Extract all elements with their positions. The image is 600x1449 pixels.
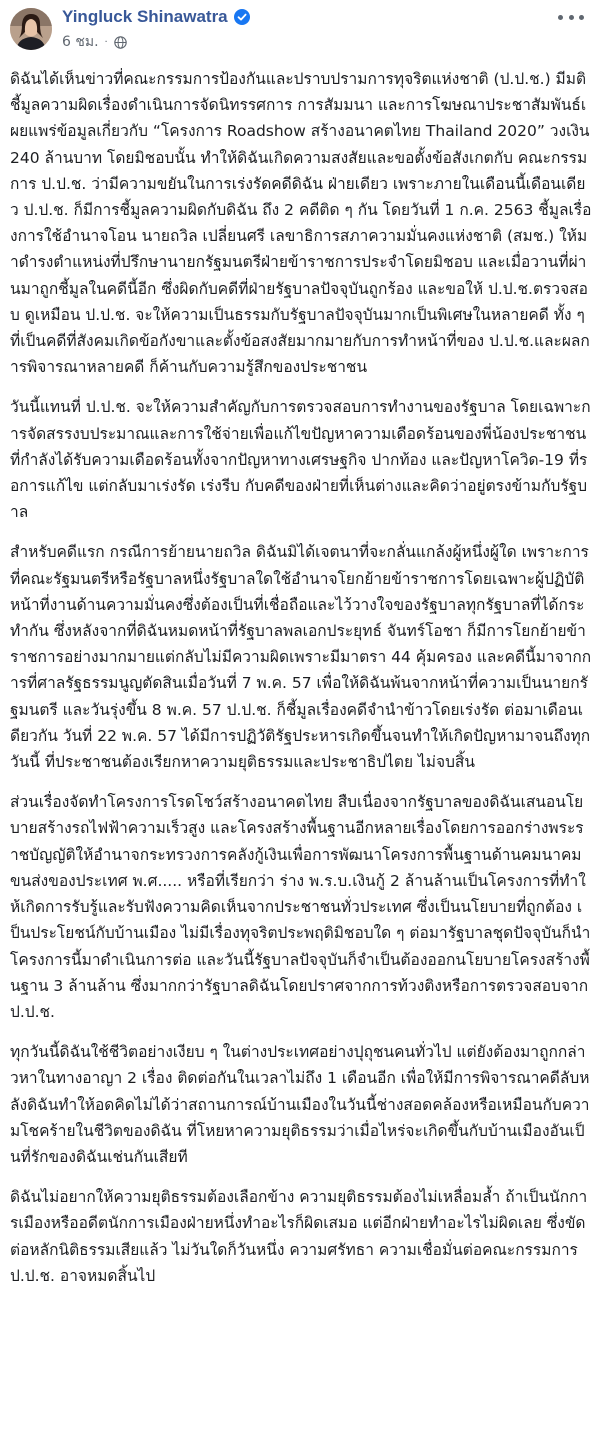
profile-avatar[interactable] xyxy=(10,8,52,50)
more-dot xyxy=(569,15,574,20)
post-paragraph: ดิฉันไม่อยากให้ความยุติธรรมต้องเลือกข้าง ความยุติธรรมต้องไม่เหลื่อมล้ำ ถ้าเป็นนักการเมืองหรืออดีตนักการเมืองฝ่ายหนึ่งทำอะไรก็ผิดเสมอ แต่อีกฝ่ายทำอะไรไม่ผิดเลย ซึ่งขัดต่อหลักนิติธรรมเสียแล้ว ไม่วันใดก็วันหนึ่ง ความศรัทธา ความเชื่อมั่นต่อคณะกรรมการ ป.ป.ช. อาจหมดสิ้นไป xyxy=(10,1188,588,1285)
post-meta xyxy=(62,32,127,52)
avatar-photo xyxy=(10,8,52,50)
post-paragraph: ดิฉันได้เห็นข่าวที่คณะกรรมการป้องกันและปราบปรามการทุจริตแห่งชาติ (ป.ป.ช.) มีมติชี้มูลความผิดเรื่องดำเนินการจัดนิทรรศการ การสัมมนา และการโฆษณาประชาสัมพันธ์เผยแพร่ข้อมูลเกี่ยวกับ “โครงการ Roadshow สร้างอนาคตไทย Thailand 2020” วงเงิน 240 ล้านบาท โดยมิชอบนั้น ทำให้ดิฉันเกิดความสงสัยและขอตั้งข้อสังเกตกับ คณะกรรมการ ป.ป.ช. ว่ามีความขยันในการเร่งรัดคดีดิฉัน ฝ่ายเดียว เพราะภายในเดือนนี้เดือนเดียว ป.ป.ช. ก็มีการชี้มูลความผิดกับดิฉัน ถึง 2 คดีติด ๆ กัน โดยวันที่ 1 ก.ค. 2563 ชี้มูลเรื่องการใช้อำนาจโอน นายถวิล เปลี่ยนศรี เลขาธิการสภาความมั่นคงแห่งชาติ (สมช.) ให้มาดำรงตำแหน่งที่ปรึกษานายกรัฐมนตรีฝ่ายข้าราชการประจำโดยมิชอบ และเมื่อวานที่ผ่านมาถูกชี้มูลในคดีนี้อีก ซึ่งผิดกับคดีที่ฝ่ายรัฐบาลปัจจุบันถูกร้อง และขอให้ ป.ป.ช.ตรวจสอบ ดูเหมือน ป.ป.ช. จะให้ความเป็นธรรมกับรัฐบาลปัจจุบันมากเป็นพิเศษในหลายคดี ทั้ง ๆ ที่เป็นคดีที่สังคมเกิดข้อกังขาและตั้งข้อสงสัยมากมายกับการทำหน้าที่ของ ป.ป.ช.และผลการพิจารณาหลายคดี ก็ค้านกับความรู้สึกของประชาชน xyxy=(10,70,592,377)
post-timestamp[interactable]: 6 ชม. xyxy=(62,34,99,50)
post-paragraph: ส่วนเรื่องจัดทำโครงการโรดโชว์สร้างอนาคตไทย สืบเนื่องจากรัฐบาลของดิฉันเสนอนโยบายสร้างรถไฟฟ้าความเร็วสูง และโครงสร้างพื้นฐานอีกหลายเรื่องโดยการออกร่างพระราชบัญญัติให้อำนาจกระทรวงการคลังกู้เงินเพื่อการพัฒนาโครงการพื้นฐานด้านคมนาคมขนส่งของประเทศ พ.ศ..... หรือที่เรียกว่า ร่าง พ.ร.บ.เงินกู้ 2 ล้านล้านเป็นโครงการที่ทำให้เกิดการรับรู้และรับฟังความคิดเห็นจากประชาชนทั่วประเทศ ซึ่งเป็นนโยบายที่ถูกต้อง เป็นประโยชน์กับบ้านเมือง ไม่มีเรื่องทุจริตประพฤติมิชอบใด ๆ ต่อมารัฐบาลชุดปัจจุบันก็นำโครงการนี้มาดำเนินการต่อ และวันนี้รัฐบาลปัจจุบันก็จำเป็นต้องออกนโยบายโครงสร้างพื้นฐาน 3 ล้านล้าน ซึ่งมากกว่ารัฐบาลดิฉันโดยปราศจากการท้วงติงหรือการตรวจสอบจาก ป.ป.ช. xyxy=(10,793,591,1021)
globe-icon[interactable] xyxy=(114,36,127,49)
post-header xyxy=(0,0,600,62)
verified-badge-icon xyxy=(234,9,250,25)
more-options-icon[interactable] xyxy=(558,10,584,24)
post-paragraph: ทุกวันนี้ดิฉันใช้ชีวิตอย่างเงียบ ๆ ในต่างประเทศอย่างปุถุชนคนทั่วไป แต่ยังต้องมาถูกกล่าวหาในทางอาญา 2 เรื่อง ติดต่อกันในเวลาไม่ถึง 1 เดือนอีก เพื่อให้มีการพิจารณาคดีลับหลังดิฉันทำให้อดคิดไม่ได้ว่าสถานการณ์บ้านเมืองในวันนี้ช่างสอดคล้องหรือเหมือนกับความโชคร้ายในชีวิตของดิฉัน ที่โหยหาความยุติธรรมว่าเมื่อไหร่จะเกิดขึ้นกับบ้านเมืองอันเป็นที่รักของดิฉันเช่นกันเสียที xyxy=(10,1043,590,1166)
post-body xyxy=(10,66,592,1303)
author-row xyxy=(62,6,250,28)
more-dot xyxy=(558,15,563,20)
post-paragraph: สำหรับคดีแรก กรณีการย้ายนายถวิล ดิฉันมิได้เจตนาที่จะกลั่นแกล้งผู้หนึ่งผู้ใด เพราะการที่คณะรัฐมนตรีหรือรัฐบาลหนึ่งรัฐบาลใดใช้อำนาจโยกย้ายข้าราชการโดยเฉพาะผู้ปฏิบัติหน้าที่งานด้านความมั่นคงซึ่งต้องเป็นที่เชื่อถือและไว้วางใจของรัฐบาลทุกรัฐบาลที่ได้กระทำกัน ซึ่งหลังจากที่ดิฉันหมดหน้าที่รัฐบาลพลเอกประยุทธ์ จันทร์โอชา ก็มีการโยกย้ายข้าราชการอย่างมากมายแต่กลับไม่มีความผิดเพราะมีมาตรา 44 คุ้มครอง และคดีนี้มาจากการที่ศาลรัฐธรรมนูญตัดสินเมื่อวันที่ 7 พ.ค. 57 เพื่อให้ดิฉันพ้นจากหน้าที่ความเป็นนายกรัฐมนตรี และวันรุ่งขึ้น 8 พ.ค. 57 ป.ป.ช. ก็ชี้มูลเรื่องคดีจำนำข้าวโดยเร่งรัด ต่อมาเดือนเดียวกัน วันที่ 22 พ.ค. 57 ได้มีการปฏิวัติรัฐประหารเกิดขึ้นจนทำให้เกิดปัญหามาจนถึงทุกวันนี้ ที่ประชาชนต้องเรียกหาความยุติธรรมและประชาธิปไตย ไม่จบสิ้น xyxy=(10,543,592,772)
more-dot xyxy=(579,15,584,20)
meta-separator: · xyxy=(104,36,108,48)
author-name[interactable]: Yingluck Shinawatra xyxy=(62,7,228,26)
post-paragraph: วันนี้แทนที่ ป.ป.ช. จะให้ความสำคัญกับการตรวจสอบการทำงานของรัฐบาล โดยเฉพาะการจัดสรรงบประมาณและการใช้จ่ายเพื่อแก้ไขปัญหาความเดือดร้อนของพี่น้องประชาชนที่กำลังได้รับความเดือดร้อนทั้งจากปัญหาทางเศรษฐกิจ ปากท้อง และปัญหาโควิด-19 ที่รอการแก้ไข แต่กลับมาเร่งรัด เร่งรีบ กับคดีของฝ่ายที่เห็นต่างและคิดว่าอยู่ตรงข้ามกับรัฐบาล xyxy=(10,398,591,522)
